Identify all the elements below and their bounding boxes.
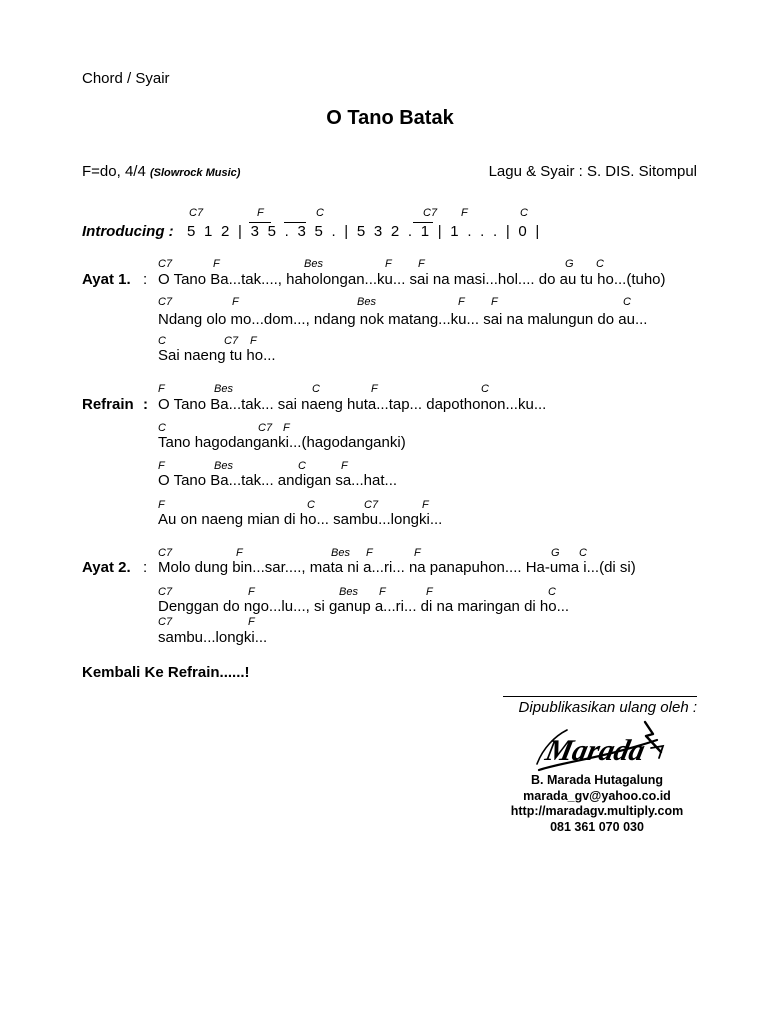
lyric-line: Sai naeng tu ho... [158, 347, 276, 364]
chord-row [0, 296, 768, 308]
chord-label: C7 [158, 586, 173, 598]
chord-label: F [458, 296, 465, 308]
chord-label: C [158, 335, 166, 347]
chord-label: C [307, 499, 315, 511]
signature-divider [503, 696, 697, 697]
chord-label: F [341, 460, 348, 472]
chord-label: F [158, 499, 165, 511]
verse-2-colon: : [143, 559, 148, 576]
chord-label: F [283, 422, 290, 434]
refrain-label: Refrain [82, 396, 134, 413]
chord-label: F [366, 547, 373, 559]
chord-row [0, 207, 768, 219]
chord-label: F [158, 460, 165, 472]
marada-logo [533, 718, 673, 776]
chord-row [0, 547, 768, 559]
chord-label: C7 [224, 335, 239, 347]
chord-label: F [232, 296, 239, 308]
chord-row [0, 616, 768, 628]
chord-label: F [248, 586, 255, 598]
publisher-email: marada_gv@yahoo.co.id [523, 788, 671, 803]
chord-label: G [565, 258, 574, 270]
chord-label: Bes [214, 460, 233, 472]
chord-label: F [461, 207, 468, 219]
verse-1-colon: : [143, 271, 148, 288]
chord-row [0, 258, 768, 270]
chord-label: F [414, 547, 421, 559]
lyric-line: Molo dung bin...sar...., mata ni a...ri... na panapuhon.... Ha-uma i...(di si) [158, 559, 636, 576]
intro-notation: 5 1 2 | 3 5 . 3 5 . | 5 3 2 . 1 | 1 . . . | 0 | [187, 223, 541, 240]
lyric-line: O Tano Ba...tak...., haholongan...ku... sai na masi...hol.... do au tu ho...(tuho) [158, 271, 666, 288]
chord-row [0, 335, 768, 347]
chord-label: F [371, 383, 378, 395]
chord-label: G [551, 547, 560, 559]
return-to-refrain-note: Kembali Ke Refrain......! [82, 664, 250, 681]
chord-label: F [491, 296, 498, 308]
song-title: O Tano Batak [326, 107, 454, 129]
lyric-line: sambu...longki... [158, 629, 268, 646]
key-signature-line [82, 164, 240, 181]
chord-label: Bes [357, 296, 376, 308]
verse-2-label: Ayat 2. [82, 559, 131, 576]
republished-by-label: Dipublikasikan ulang oleh : [518, 699, 697, 716]
chord-label: F [236, 547, 243, 559]
publisher-phone: 081 361 070 030 [550, 820, 644, 835]
chord-row [0, 460, 768, 472]
chord-label: F [248, 616, 255, 628]
chord-label: C7 [189, 207, 204, 219]
chord-label: C [316, 207, 324, 219]
chord-label: Bes [214, 383, 233, 395]
chord-label: C7 [258, 422, 273, 434]
chord-label: Bes [339, 586, 358, 598]
chord-label: C7 [423, 207, 438, 219]
chord-label: F [379, 586, 386, 598]
lyric-line: O Tano Ba...tak... sai naeng huta...tap... dapothonon...ku... [158, 396, 547, 413]
publisher-website: http://maradagv.multiply.com [510, 804, 684, 819]
chord-label: C7 [158, 547, 173, 559]
publisher-contact [497, 773, 697, 836]
chord-label: C7 [158, 258, 173, 270]
chord-label: F [385, 258, 392, 270]
lyric-line: Tano hagodanganki...(hagodanganki) [158, 434, 406, 451]
chord-label: C [481, 383, 489, 395]
chord-label: C7 [158, 296, 173, 308]
chord-label: C7 [364, 499, 379, 511]
chord-row [0, 383, 768, 395]
chord-label: C [623, 296, 631, 308]
chord-label: F [418, 258, 425, 270]
chord-row [0, 586, 768, 598]
lyric-line: Au on naeng mian di ho... sambu...longki... [158, 511, 443, 528]
key-signature: F=do, 4/4 [82, 163, 146, 180]
songwriter-credit: Lagu & Syair : S. DIS. Sitompul [488, 163, 697, 180]
chord-label: F [422, 499, 429, 511]
lyric-line: O Tano Ba...tak... andigan sa...hat... [158, 472, 398, 489]
chord-label: C [158, 422, 166, 434]
chord-label: F [257, 207, 264, 219]
chord-label: Bes [304, 258, 323, 270]
chord-label: F [426, 586, 433, 598]
verse-1-label: Ayat 1. [82, 271, 131, 288]
refrain-colon: : [143, 396, 148, 413]
intro-label: Introducing : [82, 223, 174, 240]
chord-label: C [596, 258, 604, 270]
chord-label: C [520, 207, 528, 219]
chord-label: F [213, 258, 220, 270]
chord-label: F [158, 383, 165, 395]
chord-row [0, 422, 768, 434]
lyric-line: Ndang olo mo...dom..., ndang nok matang...ku... sai na malungun do au... [158, 311, 648, 328]
logo-wordmark: Marada [542, 733, 649, 767]
chord-label: Bes [331, 547, 350, 559]
chord-label: C [548, 586, 556, 598]
music-style: (Slowrock Music) [149, 167, 241, 179]
chord-label: C [579, 547, 587, 559]
chord-label: C [298, 460, 306, 472]
publisher-name: B. Marada Hutagalung [531, 773, 663, 787]
chord-label: C7 [158, 616, 173, 628]
chord-label: F [250, 335, 257, 347]
sheet-type-label: Chord / Syair [82, 70, 170, 87]
chord-label: C [312, 383, 320, 395]
chord-row [0, 499, 768, 511]
lyric-line: Denggan do ngo...lu..., si ganup a...ri... di na maringan di ho... [158, 598, 570, 615]
